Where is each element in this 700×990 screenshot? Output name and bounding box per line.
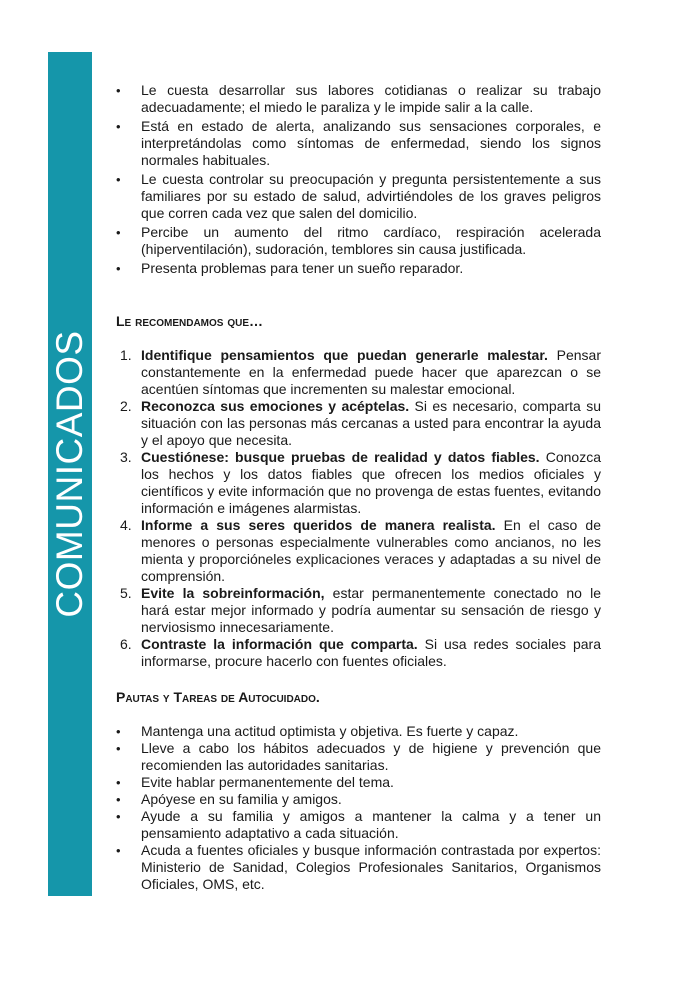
list-item: • Lleve a cabo los hábitos adecuados y de higiene y prevención que recomienden las autoridades sanitarias.: [116, 740, 601, 774]
item-text: Si es necesario, comparta su situación con las personas más cercanas a usted para encontrar la ayuda y el apoyo que necesita.: [141, 398, 602, 448]
list-item: [116, 347, 601, 398]
item-bold: Contraste la información que comparta.: [141, 636, 418, 652]
list-item: • Está en estado de alerta, analizando sus sensaciones corporales, e interpretándolas como síntomas de enfermedad, siendo los signos normales habituales.: [116, 118, 601, 169]
item-number: 5.: [120, 585, 132, 601]
list-item: [116, 449, 601, 517]
list-item: • Mantenga una actitud optimista y objetiva. Es fuerte y capaz.: [116, 723, 601, 740]
list-item: [116, 517, 601, 585]
item-text: Pensar constantemente en la enfermedad puede hacer que aparezcan o se acentúen síntomas que incrementen su malestar emocional.: [141, 347, 601, 397]
sidebar-banner: [48, 52, 92, 896]
list-item: [116, 585, 601, 636]
item-text: Conozca los hechos y los datos fiables que ofrecen los medios oficiales y científicos y evite información que no provenga de estas fuentes, evitando información e imágenes alarmistas.: [141, 449, 601, 516]
item-bold: Reconozca sus emociones y acéptelas.: [141, 398, 410, 414]
symptoms-list: [116, 82, 601, 277]
list-item: • Le cuesta desarrollar sus labores cotidianas o realizar su trabajo adecuadamente; el miedo le paraliza y le impide salir a la calle.: [116, 82, 601, 116]
section-heading-selfcare: Pautas y Tareas de Autocuidado.: [116, 689, 320, 705]
document-body: [116, 82, 601, 893]
list-item: • Le cuesta controlar su preocupación y pregunta persistentemente a sus familiares por su estado de salud, advirtiéndoles de los graves peligros que corren cada vez que salen del domicilio.: [116, 171, 601, 222]
item-number: 6.: [120, 636, 132, 652]
item-text: estar permanentemente conectado no le hará estar mejor informado y podría aumentar su sensación de riesgo y nerviosismo innecesariamente.: [141, 585, 601, 635]
list-item: • Apóyese en su familia y amigos.: [116, 791, 601, 808]
recommend-list: [116, 347, 601, 670]
item-text: En el caso de menores o personas especialmente vulnerables como ancianos, no les mienta y proporcióneles explicaciones veraces y adaptadas a su nivel de comprensión.: [141, 517, 601, 584]
list-item: [116, 636, 601, 670]
item-number: 4.: [120, 517, 132, 533]
list-item: • Percibe un aumento del ritmo cardíaco, respiración acelerada (hiperventilación), sudoración, temblores sin causa justificada.: [116, 224, 601, 258]
list-item: [116, 398, 601, 449]
item-number: 2.: [120, 398, 132, 414]
item-bold: Cuestiónese: busque pruebas de realidad y datos fiables.: [141, 449, 540, 465]
item-bold: Evite la sobreinformación,: [141, 585, 325, 601]
item-number: 1.: [120, 347, 132, 363]
item-bold: Identifique pensamientos que puedan generarle malestar.: [141, 347, 548, 363]
item-bold: Informe a sus seres queridos de manera realista.: [141, 517, 496, 533]
item-number: 3.: [120, 449, 132, 465]
selfcare-list: [116, 723, 601, 893]
list-item: • Presenta problemas para tener un sueño reparador.: [116, 260, 601, 277]
list-item: • Ayude a su familia y amigos a mantener la calma y a tener un pensamiento adaptativo a cada situación.: [116, 808, 601, 842]
sidebar-label: COMUNICADOS: [49, 330, 90, 618]
list-item: • Evite hablar permanentemente del tema.: [116, 774, 601, 791]
section-heading-recommend: Le recomendamos que…: [116, 313, 264, 329]
list-item: • Acuda a fuentes oficiales y busque información contrastada por expertos: Ministerio de Sanidad, Colegios Profesionales Sanitarios, Organismos Oficiales, OMS, etc.: [116, 842, 601, 893]
item-text: Si usa redes sociales para informarse, procure hacerlo con fuentes oficiales.: [141, 636, 602, 669]
